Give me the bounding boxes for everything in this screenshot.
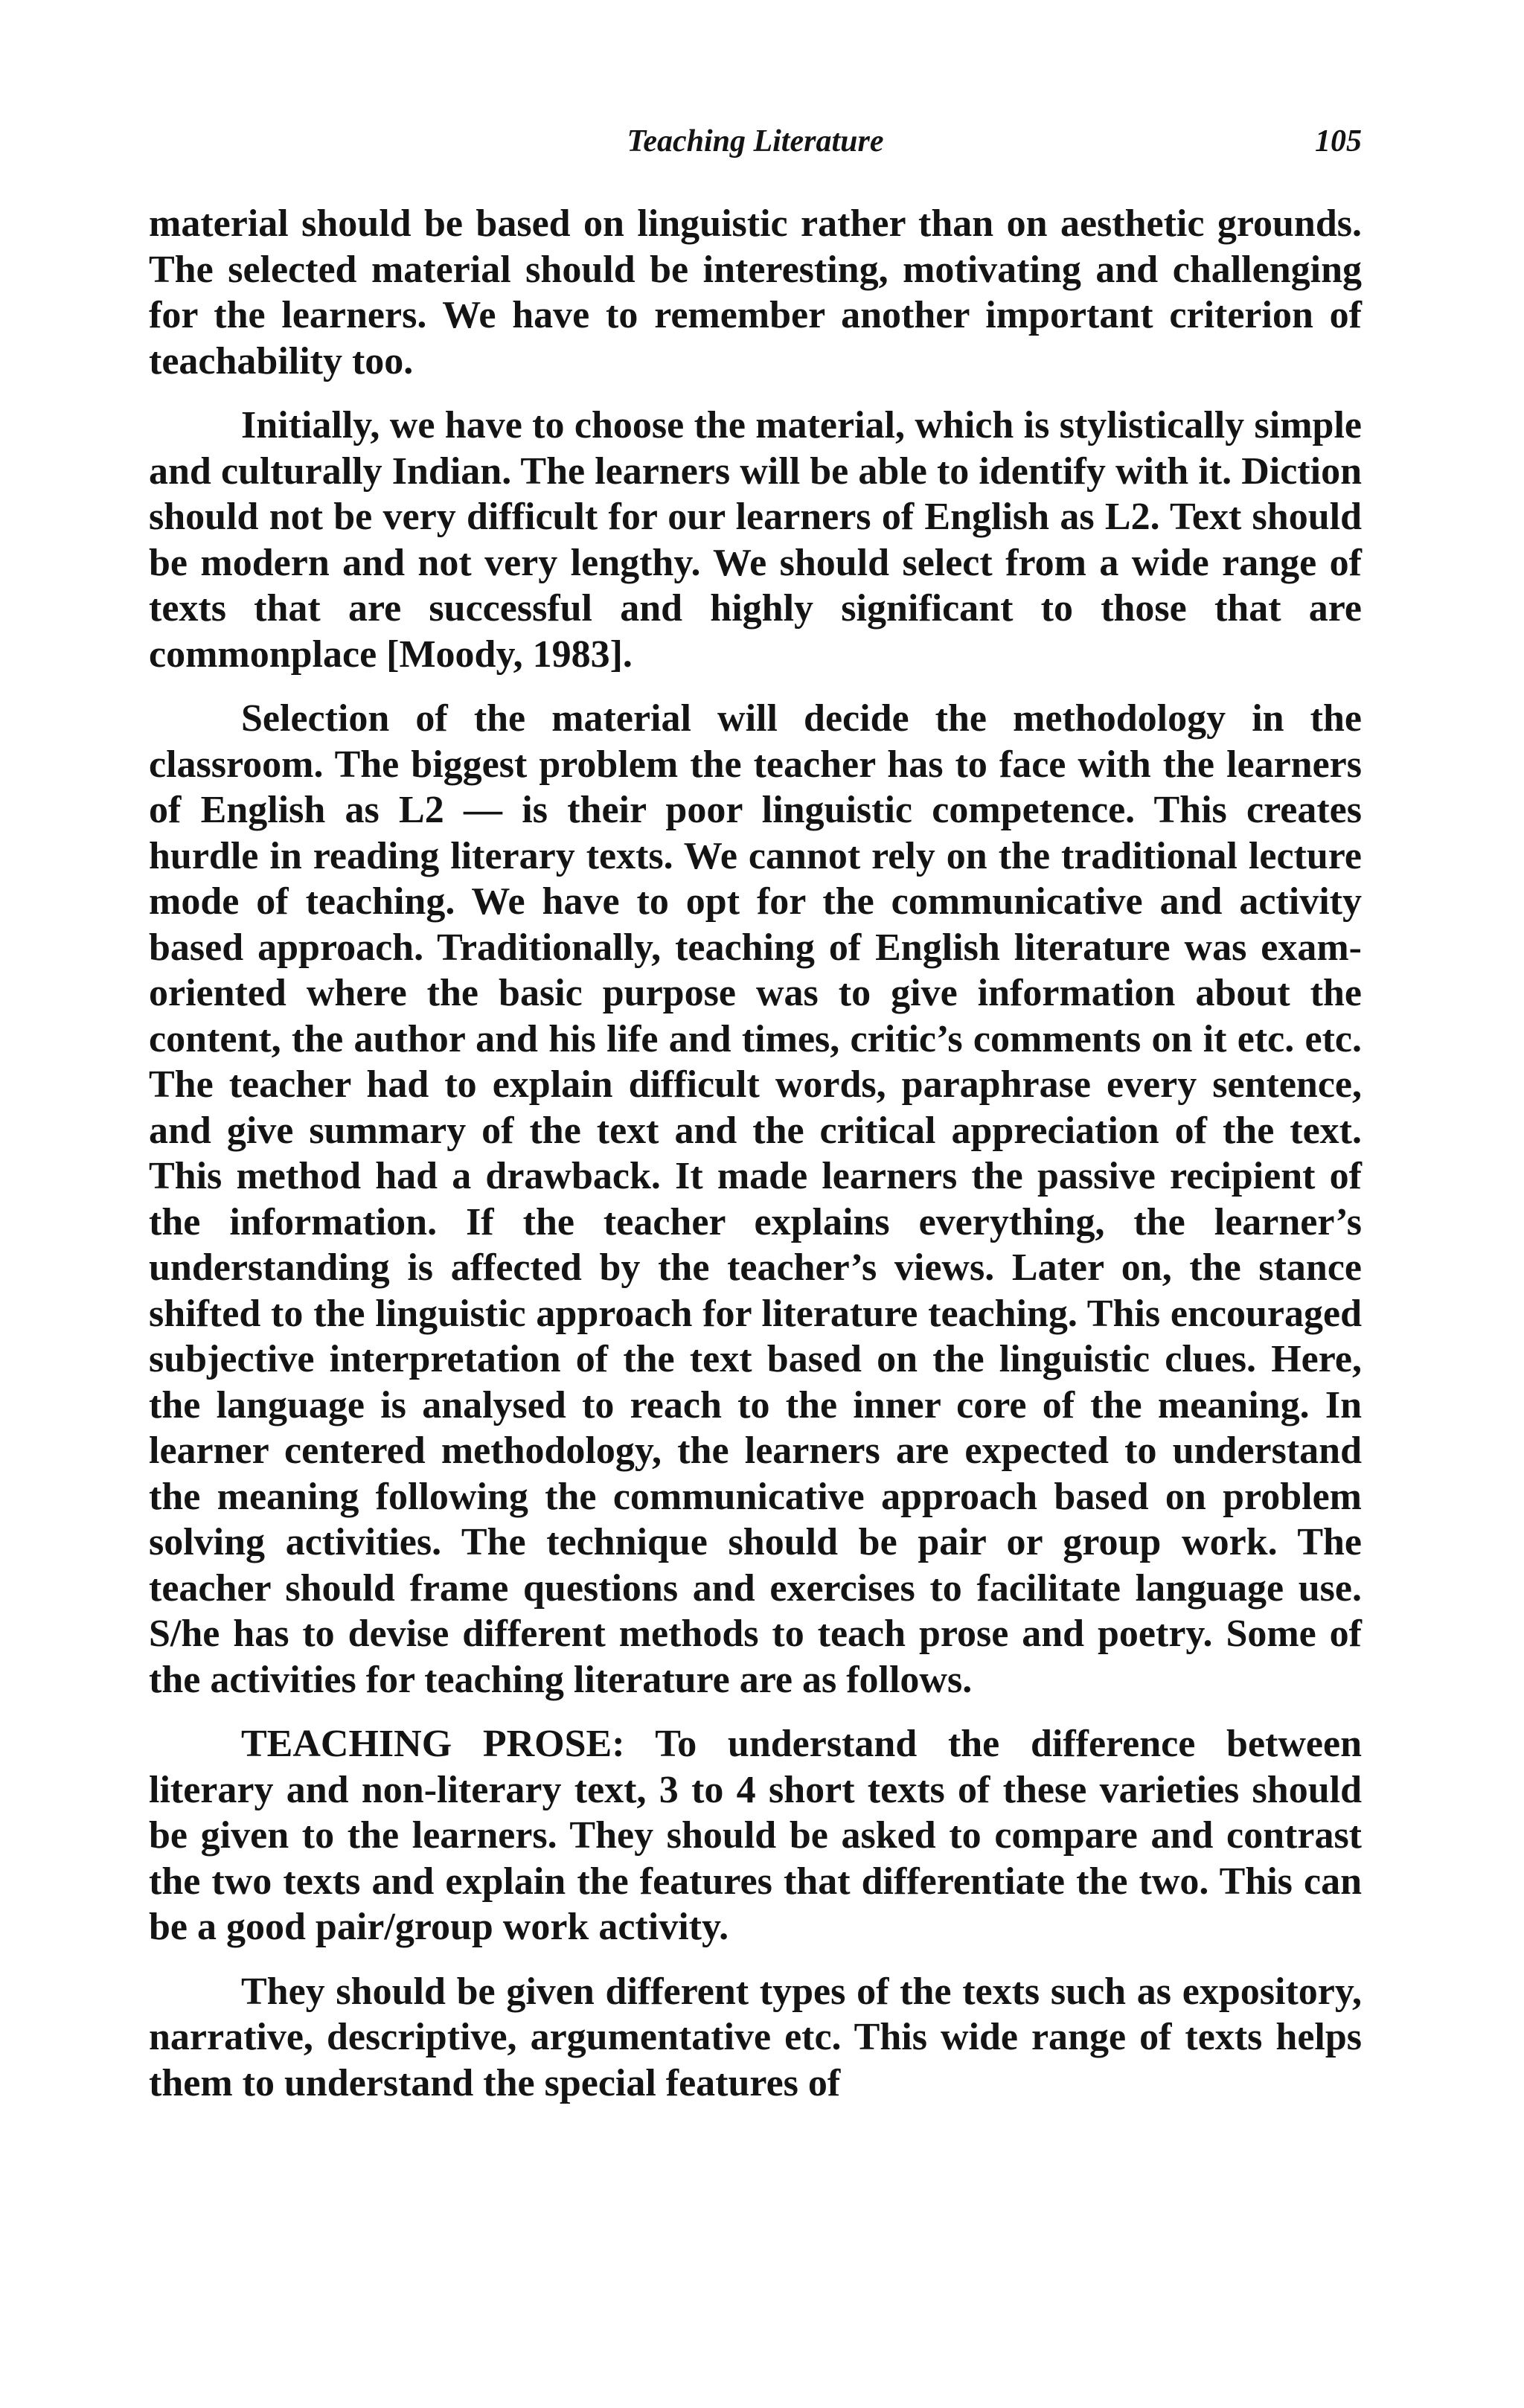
teaching-prose-text: To understand the difference between literary and non-literary text, 3 to 4 short texts of these varieties should be given to the learners. They should be asked to compare and contrast the two texts and explain the features that differentiate the two. This can be a good pair/group work activity. xyxy=(149,1723,1362,1948)
page-number: 105 xyxy=(1315,124,1362,158)
paragraph-material-choice: Initially, we have to choose the material, which is stylistically simple and culturally Indian. The learners will be able to identify with it. Diction should not be very difficult for our learners of English as L2. Text should be modern and not very lengthy. We should select from a wide range of texts that are successful and highly significant to those that are commonplace [Moody, 1983]. xyxy=(149,404,1362,676)
body-text xyxy=(149,201,1362,2124)
section-heading-teaching-prose: TEACHING PROSE: xyxy=(241,1723,625,1765)
paragraph-teaching-prose xyxy=(149,1721,1362,1950)
paragraph-continuation: material should be based on linguistic rather than on aesthetic grounds. The selected material should be interesting, motivating and challenging for the learners. We have to remember another important criterion of teachability too. xyxy=(149,202,1362,382)
paragraph-text-types: They should be given different types of the texts such as expository, narrative, descriptive, argumentative etc. This wide range of texts helps them to understand the special features of xyxy=(149,1970,1362,2104)
running-head xyxy=(149,112,1362,171)
running-title: Teaching Literature xyxy=(627,124,884,158)
paragraph-methodology: Selection of the material will decide the methodology in the classroom. The biggest problem the teacher has to face with the learners of English as L2 — is their poor linguistic competence. This creates hurdle in reading literary texts. We cannot rely on the traditional lecture mode of teaching. We have to opt for the communicative and activity based approach. Traditionally, teaching of English literature was exam- oriented where the basic purpose was to give information about the content, the author and his life and times, critic’s comments on it etc. etc. The teacher had to explain difficult words, paraphrase every sentence, and give summary of the text and the critical appreciation of the text. This method had a drawback. It made learners the passive recipient of the information. If the teacher explains everything, the learner’s understanding is affected by the teacher’s views. Later on, the stance shifted to the linguistic approach for literature teaching. This encouraged subjective interpretation of the text based on the linguistic clues. Here, the language is analysed to reach to the inner core of the meaning. In learner centered methodology, the learners are expected to understand the meaning following the communicative approach based on problem solving activities. The technique should be pair or group work. The teacher should frame questions and exercises to facilitate language use. S/he has to devise different methods to teach prose and poetry. Some of the activities for teaching literature are as follows. xyxy=(149,697,1362,1701)
